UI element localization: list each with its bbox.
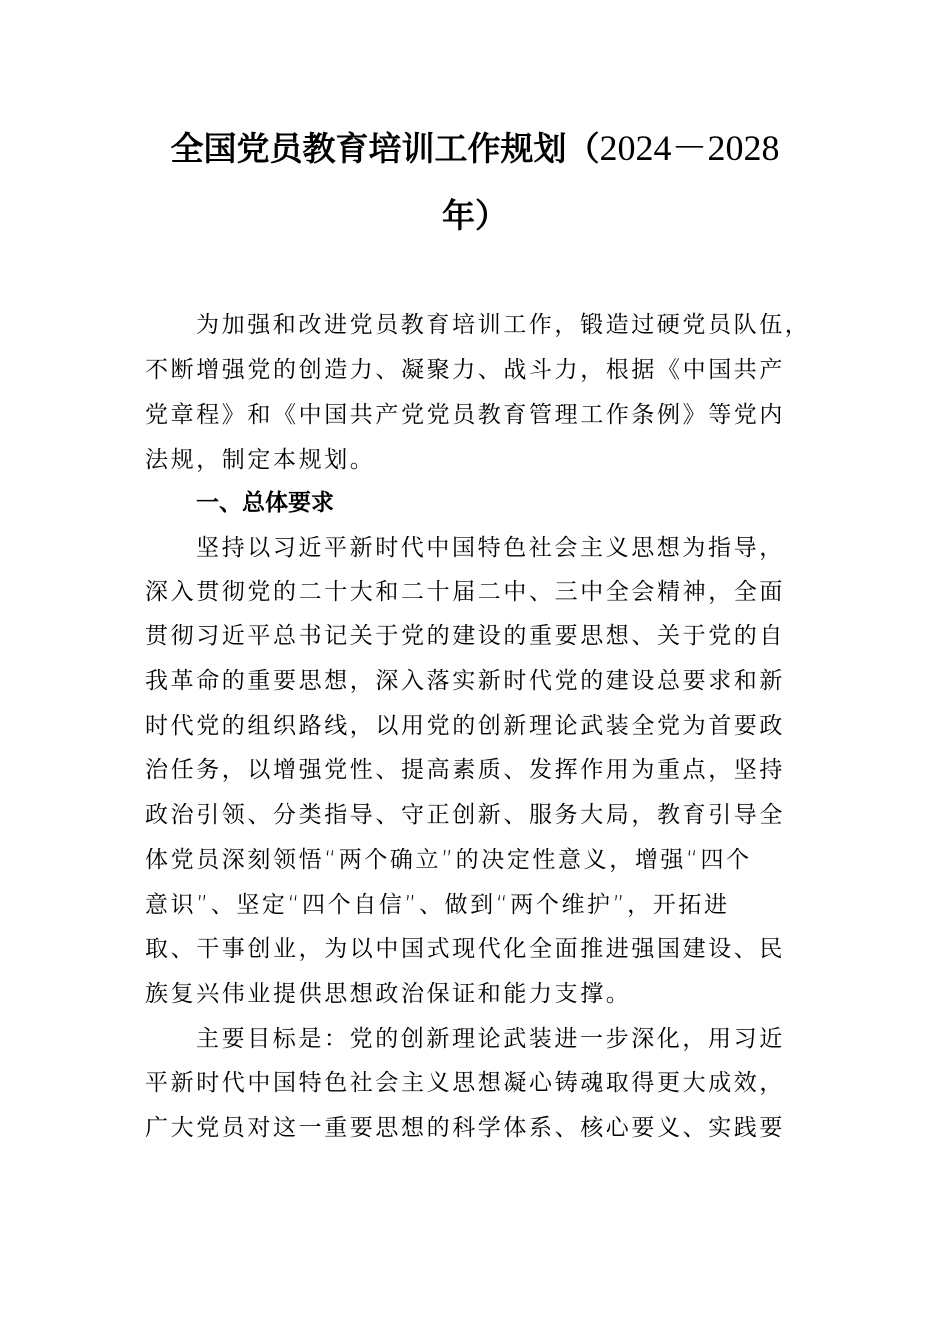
text-line: 政治引领、分类指导、守正创新、服务大局，教育引导全 bbox=[145, 802, 785, 828]
document-title-line-2: 年） bbox=[442, 196, 508, 235]
text-line: 时代党的组织路线，以用党的创新理论武装全党为首要政 bbox=[145, 713, 785, 739]
text-line: 我革命的重要思想，深入落实新时代党的建设总要求和新 bbox=[145, 668, 785, 694]
text-line: 主要目标是：党的创新理论武装进一步深化，用习近 bbox=[196, 1026, 785, 1052]
text-line: 党章程》和《中国共产党党员教育管理工作条例》等党内 bbox=[145, 402, 785, 428]
text-line: 坚持以习近平新时代中国特色社会主义思想为指导， bbox=[196, 535, 785, 561]
text-line: 为加强和改进党员教育培训工作，锻造过硬党员队伍， bbox=[196, 312, 811, 338]
text-line: 法规，制定本规划。 bbox=[145, 447, 376, 473]
section-heading: 一、总体要求 bbox=[196, 490, 334, 516]
title-text: 全国党员教育培训工作规划（ bbox=[170, 129, 600, 168]
text-line: 不断增强党的创造力、凝聚力、战斗力，根据《中国共产 bbox=[145, 357, 785, 383]
text-line: 意识”、坚定“四个自信”、做到“两个维护”，开拓进 bbox=[145, 892, 730, 918]
title-years: 2024－2028 bbox=[599, 128, 780, 168]
text-line: 取、干事创业，为以中国式现代化全面推进强国建设、民 bbox=[145, 936, 785, 962]
text-line: 深入贯彻党的二十大和二十届二中、三中全会精神，全面 bbox=[145, 579, 785, 605]
text-line: 治任务，以增强党性、提高素质、发挥作用为重点，坚持 bbox=[145, 757, 785, 783]
text-line: 平新时代中国特色社会主义思想凝心铸魂取得更大成效， bbox=[145, 1070, 785, 1096]
text-line: 广大党员对这一重要思想的科学体系、核心要义、实践要 bbox=[145, 1115, 785, 1141]
text-line: 贯彻习近平总书记关于党的建设的重要思想、关于党的自 bbox=[145, 623, 785, 649]
document-title-line-1 bbox=[0, 128, 950, 169]
text-line: 族复兴伟业提供思想政治保证和能力支撑。 bbox=[145, 981, 632, 1007]
text-line: 体党员深刻领悟“两个确立”的决定性意义，增强“四个 bbox=[145, 847, 752, 873]
